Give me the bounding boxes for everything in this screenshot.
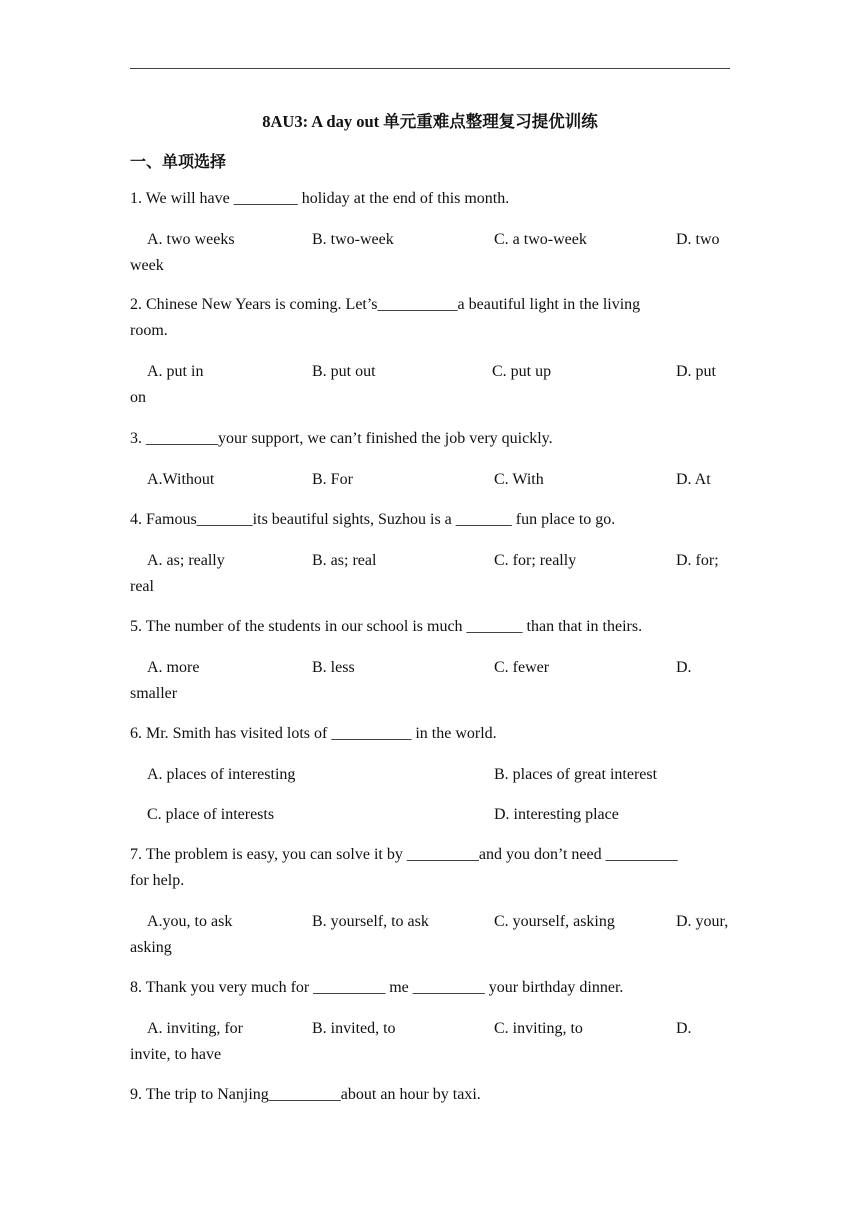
question-2-stem-cont: room. [130, 322, 168, 339]
question-4-stem: 4. Famous_______its beautiful sights, Suzhou is a _______ fun place to go. [130, 511, 616, 528]
question-7-option-d-wrap: asking [130, 939, 172, 956]
question-2-stem: 2. Chinese New Years is coming. Let’s__________a beautiful light in the living [130, 296, 641, 313]
question-2-option-a: A. put in [147, 363, 204, 380]
question-6-option-d: D. interesting place [494, 806, 619, 823]
question-7-option-d: D. your, [676, 913, 729, 930]
header-rule [130, 68, 730, 69]
question-2-option-b: B. put out [312, 363, 376, 380]
question-3-option-c: C. With [494, 471, 544, 488]
question-2-option-d-wrap: on [130, 389, 146, 406]
question-5-option-d: D. [676, 659, 692, 676]
section-heading: 一、单项选择 [130, 152, 227, 171]
question-8-option-b: B. invited, to [312, 1020, 396, 1037]
question-6-option-a: A. places of interesting [147, 766, 296, 783]
question-4-option-d-wrap: real [130, 578, 154, 595]
question-8-stem: 8. Thank you very much for _________ me _________ your birthday dinner. [130, 979, 624, 996]
question-2-option-d: D. put [676, 363, 716, 380]
question-4-option-c: C. for; really [494, 552, 577, 569]
question-3-option-d: D. At [676, 471, 711, 488]
question-9-stem: 9. The trip to Nanjing_________about an hour by taxi. [130, 1086, 481, 1103]
question-8-option-d-wrap: invite, to have [130, 1046, 222, 1063]
question-1-option-c: C. a two-week [494, 231, 587, 248]
question-5-option-b: B. less [312, 659, 355, 676]
question-7-option-c: C. yourself, asking [494, 913, 615, 930]
question-4-option-d: D. for; [676, 552, 719, 569]
question-3-option-a: A.Without [147, 471, 215, 488]
question-6-option-b: B. places of great interest [494, 766, 658, 783]
question-1-option-d: D. two [676, 231, 720, 248]
question-4-option-a: A. as; really [147, 552, 225, 569]
question-1-stem: 1. We will have ________ holiday at the end of this month. [130, 190, 510, 207]
question-5-option-c: C. fewer [494, 659, 550, 676]
question-2-option-c: C. put up [492, 363, 552, 380]
question-7-option-a: A.you, to ask [147, 913, 233, 930]
question-3-option-b: B. For [312, 471, 353, 488]
question-7-stem: 7. The problem is easy, you can solve it by _________and you don’t need _________ [130, 846, 678, 863]
question-5-option-d-wrap: smaller [130, 685, 178, 702]
question-6-option-c: C. place of interests [147, 806, 275, 823]
question-3-stem: 3. _________your support, we can’t finished the job very quickly. [130, 430, 553, 447]
question-8-option-c: C. inviting, to [494, 1020, 583, 1037]
question-1-option-b: B. two-week [312, 231, 394, 248]
question-7-stem-cont: for help. [130, 872, 185, 889]
question-4-option-b: B. as; real [312, 552, 377, 569]
question-7-option-b: B. yourself, to ask [312, 913, 429, 930]
question-5-option-a: A. more [147, 659, 200, 676]
question-1-option-d-wrap: week [130, 257, 164, 274]
question-8-option-a: A. inviting, for [147, 1020, 243, 1037]
question-5-stem: 5. The number of the students in our school is much _______ than that in theirs. [130, 618, 643, 635]
question-1-option-a: A. two weeks [147, 231, 235, 248]
page-title: 8AU3: A day out 单元重难点整理复习提优训练 [262, 112, 598, 131]
question-6-stem: 6. Mr. Smith has visited lots of __________ in the world. [130, 725, 497, 742]
question-8-option-d: D. [676, 1020, 692, 1037]
